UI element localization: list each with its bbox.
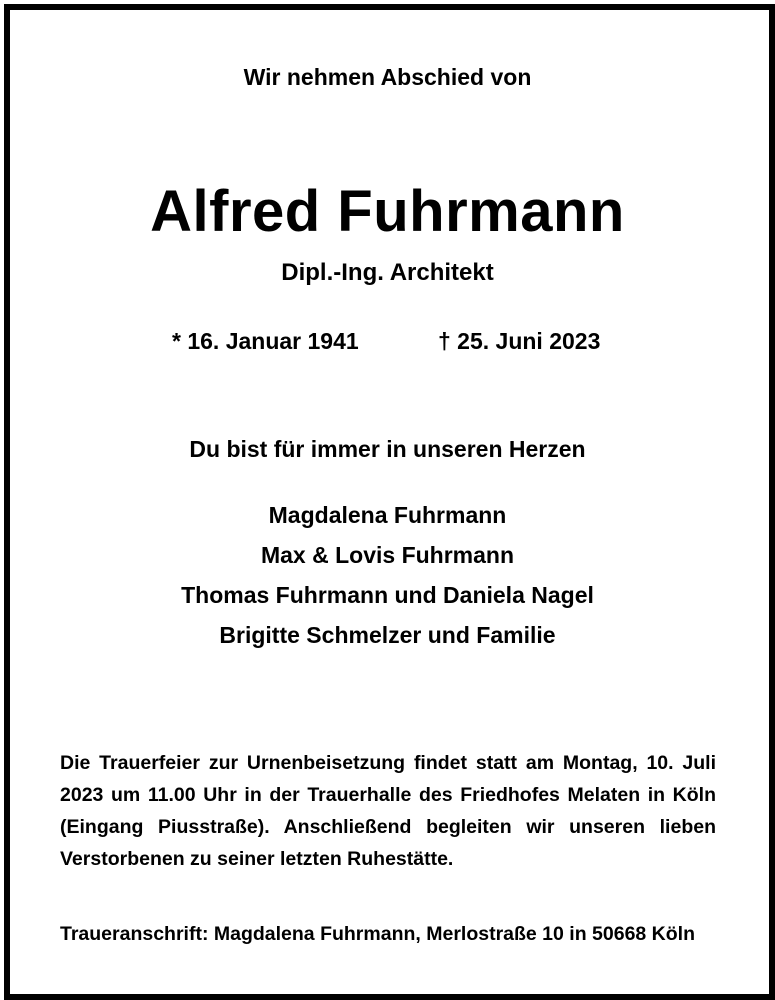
mourner-name: Thomas Fuhrmann und Daniela Nagel: [181, 582, 594, 608]
death-date: † 25. Juni 2023: [438, 328, 601, 354]
funeral-notice: Die Trauerfeier zur Urnenbeisetzung findet statt am Montag, 10. Juli 2023 um 11.00 Uhr in der Trauerhalle des Friedhofes Melaten in Köln (Eingang Piusstraße). Anschließend begleiten wir unseren lieben Verstorbenen zu seiner letzten Ruhestätte.: [60, 752, 716, 870]
memorial-motto: Du bist für immer in unseren Herzen: [189, 436, 586, 462]
mourner-name: Magdalena Fuhrmann: [268, 502, 507, 528]
deceased-name: Alfred Fuhrmann: [150, 179, 625, 244]
mourner-name: Brigitte Schmelzer und Familie: [219, 622, 556, 648]
mourning-address: Traueranschrift: Magdalena Fuhrmann, Merlostraße 10 in 50668 Köln: [60, 923, 696, 945]
mourner-name: Max & Lovis Fuhrmann: [260, 542, 515, 568]
deceased-profession: Dipl.-Ing. Architekt: [281, 259, 494, 286]
intro-text: Wir nehmen Abschied von: [243, 64, 532, 90]
birth-date: * 16. Januar 1941: [172, 328, 359, 354]
